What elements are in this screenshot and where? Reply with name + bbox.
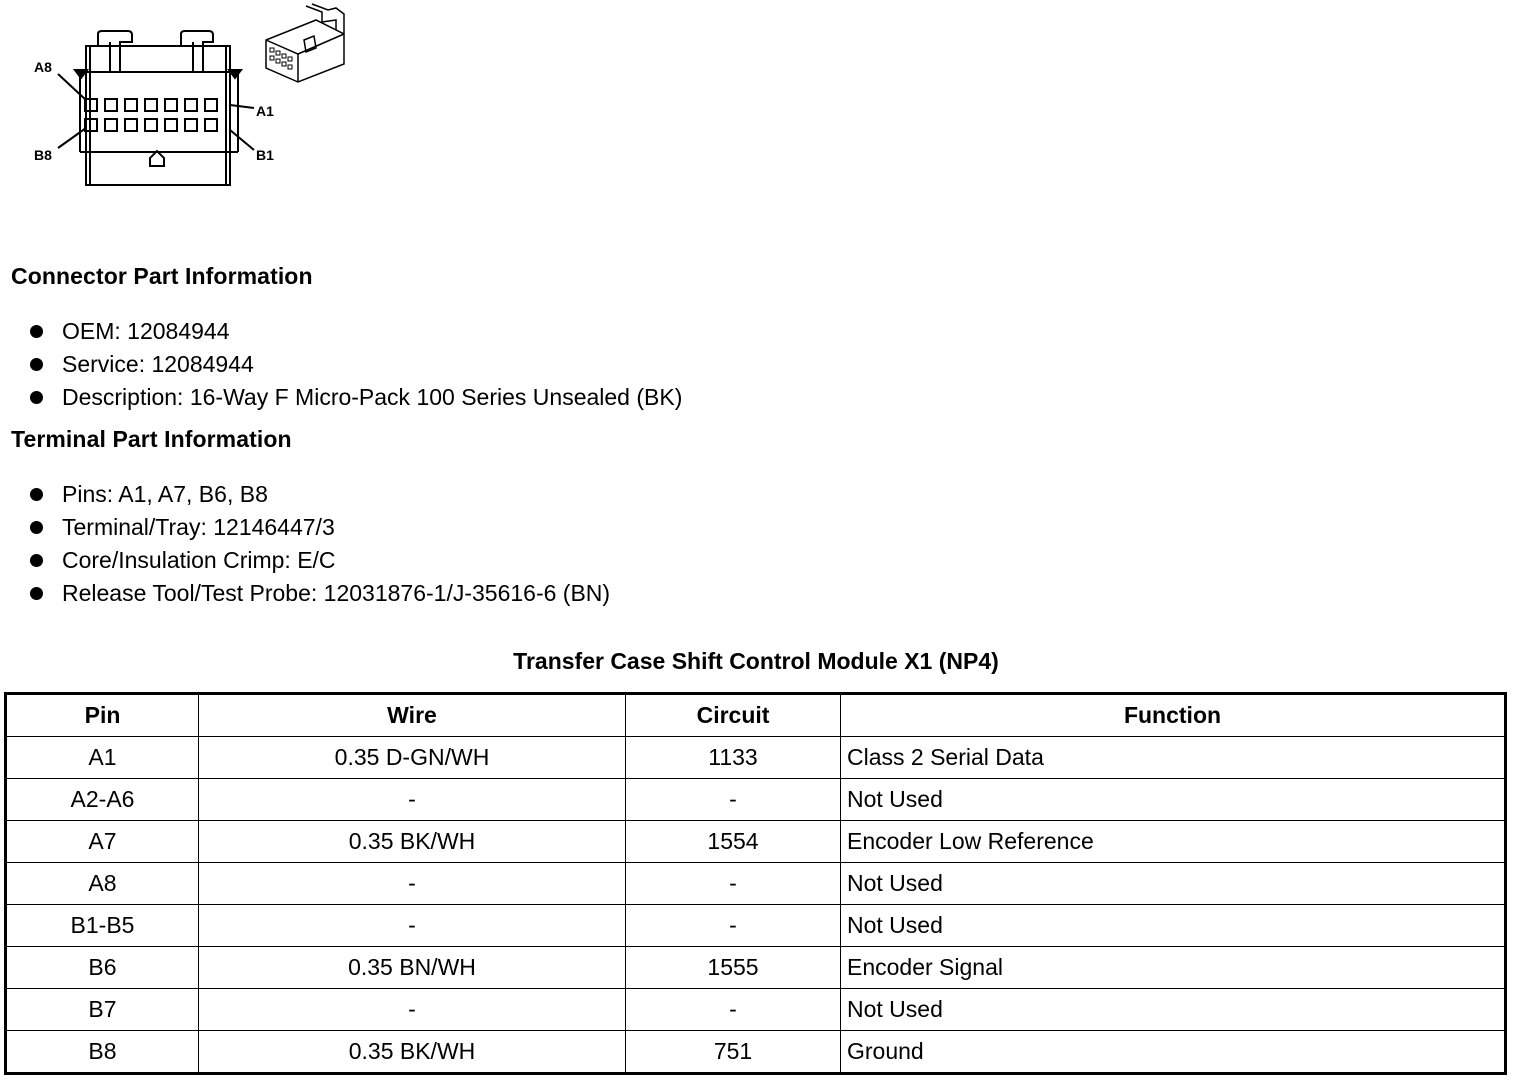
table-row [6, 779, 1506, 821]
cell-function: Not Used [841, 905, 1506, 947]
list-item: Core/Insulation Crimp: E/C [26, 544, 610, 577]
pin-row-b [85, 119, 217, 131]
cell-wire: 0.35 D-GN/WH [199, 737, 626, 779]
cell-circuit: 1133 [626, 737, 841, 779]
cell-pin: A1 [6, 737, 199, 779]
table-row [6, 863, 1506, 905]
cell-function: Class 2 Serial Data [841, 737, 1506, 779]
cell-wire: 0.35 BN/WH [199, 947, 626, 989]
cell-pin: A8 [6, 863, 199, 905]
list-item: Description: 16-Way F Micro-Pack 100 Series Unsealed (BK) [26, 381, 682, 414]
terminal-info-title: Terminal Part Information [11, 426, 292, 452]
cell-wire: 0.35 BK/WH [199, 1031, 626, 1074]
connector-info-list [26, 315, 682, 414]
pin-label-a1: A1 [256, 103, 274, 119]
table-row [6, 1031, 1506, 1074]
bullet-icon [30, 358, 43, 371]
list-item: Terminal/Tray: 12146447/3 [26, 511, 610, 544]
cell-circuit: 751 [626, 1031, 841, 1074]
terminal-info-list [26, 478, 610, 610]
table-row [6, 821, 1506, 863]
bullet-icon [30, 521, 43, 534]
connector-body [86, 46, 230, 185]
cell-wire: - [199, 905, 626, 947]
table-row [6, 737, 1506, 779]
table-row [6, 989, 1506, 1031]
connector-diagram [0, 0, 380, 200]
header-circuit: Circuit [626, 694, 841, 737]
header-wire: Wire [199, 694, 626, 737]
cell-pin: A7 [6, 821, 199, 863]
cell-wire: - [199, 863, 626, 905]
cell-function: Not Used [841, 863, 1506, 905]
connector-iso-view [266, 4, 344, 82]
list-item: OEM: 12084944 [26, 315, 682, 348]
bullet-icon [30, 587, 43, 600]
pinout-table [4, 692, 1507, 1075]
cell-circuit: - [626, 863, 841, 905]
cell-pin: B6 [6, 947, 199, 989]
cell-function: Encoder Low Reference [841, 821, 1506, 863]
cell-wire: - [199, 989, 626, 1031]
cell-circuit: - [626, 905, 841, 947]
list-item: Pins: A1, A7, B6, B8 [26, 478, 610, 511]
cell-wire: - [199, 779, 626, 821]
pin-label-b1: B1 [256, 147, 274, 163]
list-item: Release Tool/Test Probe: 12031876-1/J-35616-6 (BN) [26, 577, 610, 610]
cell-pin: B7 [6, 989, 199, 1031]
pin-row-a [85, 99, 217, 111]
right-latch [181, 31, 213, 72]
cell-function: Not Used [841, 989, 1506, 1031]
pin-label-a8: A8 [34, 59, 52, 75]
cell-circuit: 1554 [626, 821, 841, 863]
key-notch [150, 151, 164, 166]
list-item: Service: 12084944 [26, 348, 682, 381]
cell-pin: B1-B5 [6, 905, 199, 947]
table-title: Transfer Case Shift Control Module X1 (NP4) [513, 648, 999, 674]
cell-function: Ground [841, 1031, 1506, 1074]
bullet-icon [30, 488, 43, 501]
header-function: Function [841, 694, 1506, 737]
cell-circuit: 1555 [626, 947, 841, 989]
cell-circuit: - [626, 779, 841, 821]
header-pin: Pin [6, 694, 199, 737]
table-row [6, 947, 1506, 989]
left-latch [98, 31, 132, 72]
cell-pin: A2-A6 [6, 779, 199, 821]
bullet-icon [30, 325, 43, 338]
bullet-icon [30, 554, 43, 567]
cell-function: Encoder Signal [841, 947, 1506, 989]
table-header-row [6, 694, 1506, 737]
cell-pin: B8 [6, 1031, 199, 1074]
cell-circuit: - [626, 989, 841, 1031]
cell-function: Not Used [841, 779, 1506, 821]
cell-wire: 0.35 BK/WH [199, 821, 626, 863]
table-row [6, 905, 1506, 947]
connector-info-title: Connector Part Information [11, 263, 313, 289]
bullet-icon [30, 391, 43, 404]
pin-label-b8: B8 [34, 147, 52, 163]
